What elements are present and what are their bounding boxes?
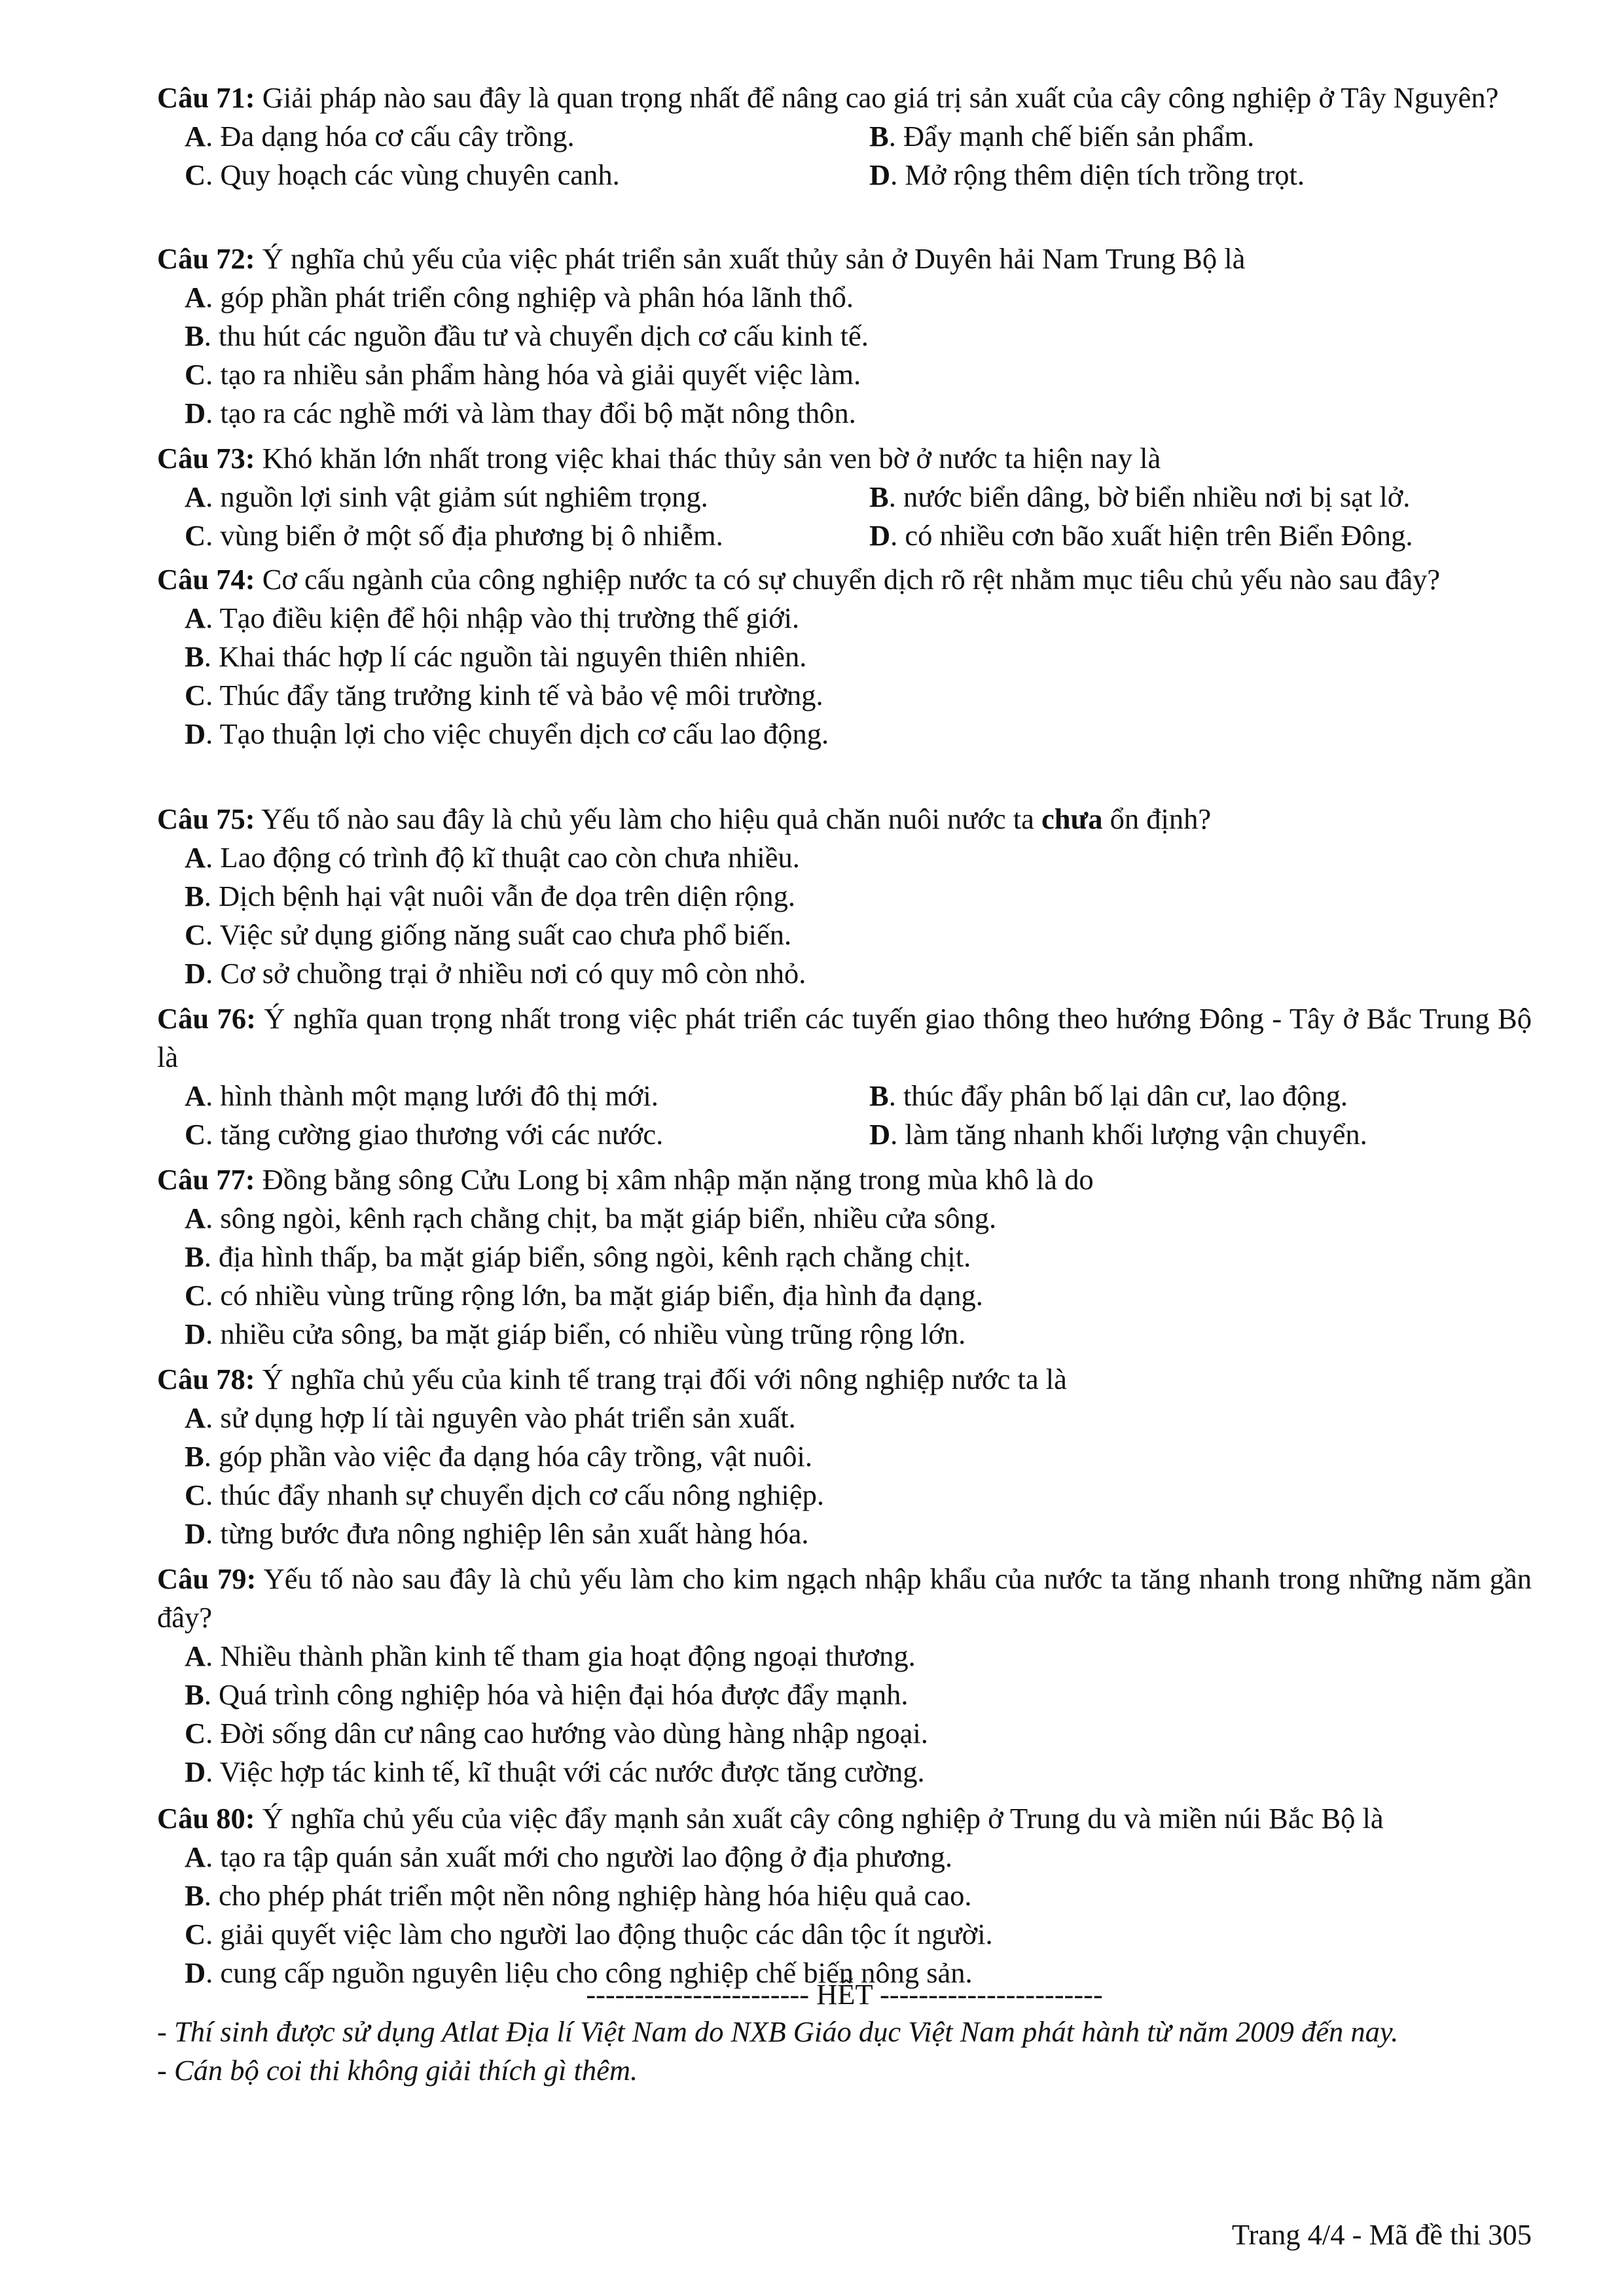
option-b[interactable]: B. góp phần vào việc đa dạng hóa cây trồng, vật nuôi. — [185, 1440, 812, 1473]
question-stem — [157, 240, 1532, 278]
option-b[interactable]: B. cho phép phát triển một nền nông nghiệp hàng hóa hiệu quả cao. — [185, 1879, 972, 1912]
option-d[interactable]: D. tạo ra các nghề mới và làm thay đổi bộ mặt nông thôn. — [185, 397, 856, 429]
question-74 — [157, 560, 1532, 753]
exam-notes — [157, 2013, 1564, 2090]
question-number: Câu 78: — [157, 1363, 255, 1395]
option-b[interactable]: B. Đẩy mạnh chế biến sản phẩm. — [869, 120, 1255, 152]
question-number: Câu 77: — [157, 1163, 255, 1196]
question-text: Ý nghĩa quan trọng nhất trong việc phát triển các tuyến giao thông theo hướng Đông - Tây ở Bắc Trung Bộ là — [157, 1002, 1532, 1073]
option-a[interactable]: A. Nhiều thành phần kinh tế tham gia hoạt động ngoại thương. — [185, 1640, 916, 1672]
option-c[interactable]: C. giải quyết việc làm cho người lao động thuộc các dân tộc ít người. — [185, 1918, 993, 1950]
note-proctor: - Cán bộ coi thi không giải thích gì thêm. — [157, 2054, 638, 2087]
option-b[interactable]: B. Khai thác hợp lí các nguồn tài nguyên thiên nhiên. — [185, 640, 807, 673]
option-row — [157, 117, 1532, 156]
question-number: Câu 76: — [157, 1002, 256, 1035]
question-number: Câu 80: — [157, 1802, 255, 1835]
question-stem — [157, 1160, 1532, 1199]
option-d[interactable]: D. Cơ sở chuồng trại ở nhiều nơi có quy mô còn nhỏ. — [185, 957, 806, 990]
option-a[interactable]: A. sông ngòi, kênh rạch chằng chịt, ba mặt giáp biển, nhiều cửa sông. — [185, 1202, 997, 1234]
option-c[interactable]: C. Đời sống dân cư nâng cao hướng vào dùng hàng nhập ngoại. — [185, 1717, 928, 1749]
option-b[interactable]: B. thúc đẩy phân bố lại dân cư, lao động. — [869, 1079, 1348, 1112]
option-b[interactable]: B. thu hút các nguồn đầu tư và chuyển dịch cơ cấu kinh tế. — [185, 319, 869, 352]
option-c[interactable]: C. Quy hoạch các vùng chuyên canh. — [185, 158, 620, 191]
option-d[interactable]: D. cung cấp nguồn nguyên liệu cho công nghiệp chế biến nông sản. — [185, 1956, 973, 1989]
option-d[interactable]: D. Mở rộng thêm diện tích trồng trọt. — [869, 158, 1305, 191]
question-text: Ý nghĩa chủ yếu của việc phát triển sản xuất thủy sản ở Duyên hải Nam Trung Bộ là — [255, 242, 1246, 275]
question-73 — [157, 439, 1532, 555]
question-number: Câu 71: — [157, 81, 255, 114]
question-number: Câu 73: — [157, 442, 255, 475]
option-d[interactable]: D. Tạo thuận lợi cho việc chuyển dịch cơ cấu lao động. — [185, 717, 829, 750]
option-b[interactable]: B. Quá trình công nghiệp hóa và hiện đại hóa được đẩy mạnh. — [185, 1678, 909, 1711]
question-78 — [157, 1360, 1532, 1553]
option-c[interactable]: C. có nhiều vùng trũng rộng lớn, ba mặt giáp biển, địa hình đa dạng. — [185, 1279, 983, 1312]
question-stem — [157, 1360, 1532, 1399]
question-stem — [157, 79, 1532, 117]
question-text: Ý nghĩa chủ yếu của kinh tế trang trại đối với nông nghiệp nước ta là — [255, 1363, 1067, 1395]
question-text: Khó khăn lớn nhất trong việc khai thác thủy sản ven bờ ở nước ta hiện nay là — [255, 442, 1161, 475]
question-72 — [157, 240, 1532, 433]
option-b[interactable]: B. Dịch bệnh hại vật nuôi vẫn đe dọa trên diện rộng. — [185, 880, 796, 912]
question-80 — [157, 1799, 1532, 1992]
question-stem — [157, 1799, 1532, 1838]
option-c[interactable]: C. Thúc đẩy tăng trưởng kinh tế và bảo vệ môi trường. — [185, 679, 823, 711]
end-marker: ----------------------- HẾT ----------------------- — [586, 1978, 1103, 2011]
question-text: Yếu tố nào sau đây là chủ yếu làm cho kim ngạch nhập khẩu của nước ta tăng nhanh trong những năm gần đây? — [157, 1562, 1532, 1634]
option-a[interactable]: A. hình thành một mạng lưới đô thị mới. — [185, 1079, 659, 1112]
option-a[interactable]: A. Tạo điều kiện để hội nhập vào thị trường thế giới. — [185, 601, 800, 634]
question-text: Ý nghĩa chủ yếu của việc đẩy mạnh sản xuất cây công nghiệp ở Trung du và miền núi Bắc Bộ là — [255, 1802, 1384, 1835]
option-d[interactable]: D. từng bước đưa nông nghiệp lên sản xuất hàng hóa. — [185, 1517, 809, 1550]
question-77 — [157, 1160, 1532, 1354]
question-71 — [157, 79, 1532, 194]
question-stem — [157, 1560, 1532, 1637]
question-number: Câu 79: — [157, 1562, 257, 1595]
option-b[interactable]: B. địa hình thấp, ba mặt giáp biển, sông ngòi, kênh rạch chằng chịt. — [185, 1240, 971, 1273]
question-stem — [157, 800, 1532, 838]
option-b[interactable]: B. nước biển dâng, bờ biển nhiều nơi bị sạt lở. — [869, 480, 1411, 513]
question-text: Đồng bằng sông Cửu Long bị xâm nhập mặn nặng trong mùa khô là do — [255, 1163, 1094, 1196]
question-76 — [157, 999, 1532, 1154]
option-a[interactable]: A. Lao động có trình độ kĩ thuật cao còn chưa nhiều. — [185, 841, 800, 874]
question-number: Câu 74: — [157, 563, 255, 596]
page-footer: Trang 4/4 - Mã đề thi 305 — [1231, 2218, 1532, 2251]
question-text-end: ổn định? — [1102, 802, 1212, 835]
option-row — [157, 156, 1532, 194]
note-atlat: - Thí sinh được sử dụng Atlat Địa lí Việt Nam do NXB Giáo dục Việt Nam phát hành từ năm 2009 đến nay. — [157, 2015, 1399, 2048]
question-number: Câu 72: — [157, 242, 255, 275]
option-c[interactable]: C. tăng cường giao thương với các nước. — [185, 1118, 664, 1151]
option-d[interactable]: D. có nhiều cơn bão xuất hiện trên Biển Đông. — [869, 519, 1413, 552]
option-d[interactable]: D. làm tăng nhanh khối lượng vận chuyển. — [869, 1118, 1367, 1151]
question-stem — [157, 439, 1532, 478]
option-c[interactable]: C. thúc đẩy nhanh sự chuyển dịch cơ cấu nông nghiệp. — [185, 1479, 824, 1511]
question-stem — [157, 999, 1532, 1077]
option-c[interactable]: C. vùng biển ở một số địa phương bị ô nhiễm. — [185, 519, 723, 552]
option-c[interactable]: C. tạo ra nhiều sản phẩm hàng hóa và giải quyết việc làm. — [185, 358, 861, 391]
option-a[interactable]: A. tạo ra tập quán sản xuất mới cho người lao động ở địa phương. — [185, 1840, 953, 1873]
question-text: Giải pháp nào sau đây là quan trọng nhất để nâng cao giá trị sản xuất của cây công nghiệp ở Tây Nguyên? — [255, 81, 1499, 114]
question-text: Cơ cấu ngành của công nghiệp nước ta có sự chuyển dịch rõ rệt nhằm mục tiêu chủ yếu nào sau đây? — [255, 563, 1441, 596]
option-a[interactable]: A. góp phần phát triển công nghiệp và phân hóa lãnh thổ. — [185, 281, 854, 314]
option-a[interactable]: A. sử dụng hợp lí tài nguyên vào phát triển sản xuất. — [185, 1401, 796, 1434]
question-text: Yếu tố nào sau đây là chủ yếu làm cho hiệu quả chăn nuôi nước ta — [255, 802, 1041, 835]
question-stem — [157, 560, 1532, 599]
option-d[interactable]: D. Việc hợp tác kinh tế, kĩ thuật với các nước được tăng cường. — [185, 1755, 925, 1788]
option-a[interactable]: A. Đa dạng hóa cơ cấu cây trồng. — [185, 120, 575, 152]
option-c[interactable]: C. Việc sử dụng giống năng suất cao chưa phổ biến. — [185, 918, 792, 951]
question-75 — [157, 800, 1532, 993]
question-79 — [157, 1560, 1532, 1791]
option-a[interactable]: A. nguồn lợi sinh vật giảm sút nghiêm trọng. — [185, 480, 708, 513]
option-d[interactable]: D. nhiều cửa sông, ba mặt giáp biển, có nhiều vùng trũng rộng lớn. — [185, 1318, 966, 1350]
question-number: Câu 75: — [157, 802, 255, 835]
emphasis-word: chưa — [1041, 802, 1103, 835]
